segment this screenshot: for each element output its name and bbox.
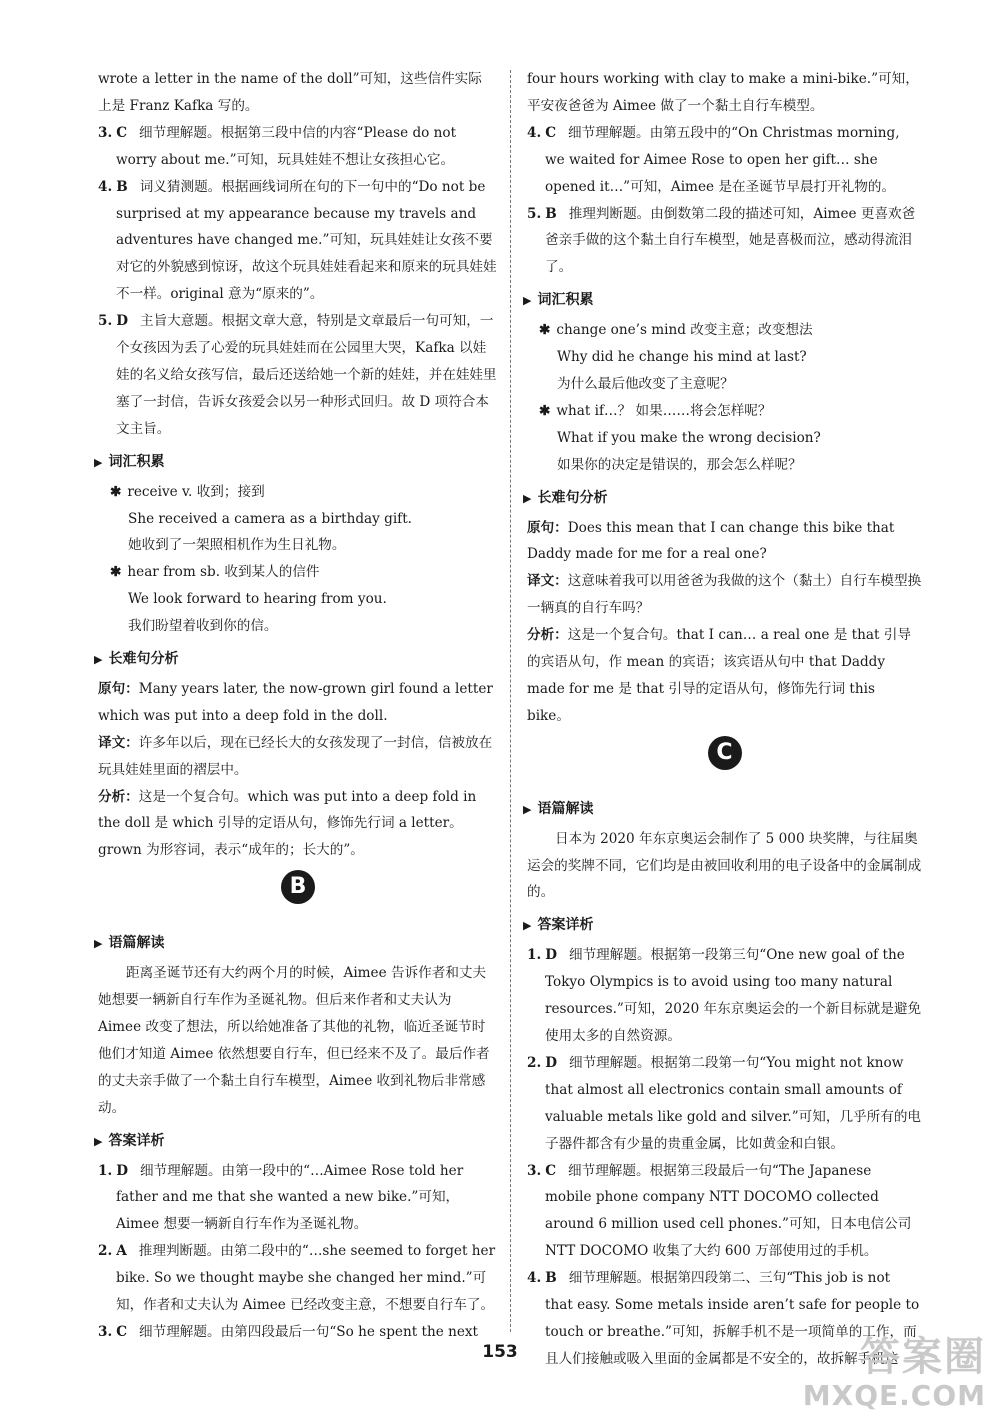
continued-text: four hours working with clay to make a mini-bike.”可知， (527, 71, 919, 87)
answer-letter: D (116, 1162, 128, 1179)
section-heading: ▶ 语篇解读 (523, 796, 922, 824)
answer-item: 5. D 主旨大意题。根据文章大意，特别是文章最后一句可知，一个女孩因为丢了心爱的玩具娃娃而在公园里大哭，Kafka 以娃娃的名义给女孩写信，最后还送给她一个新的娃娃，并在娃娃里塞了一封信，告诉女孩爱会以另一种形式回归。故 D 项符合本文主旨。 (98, 313, 497, 437)
continued-text: 上是 Franz Kafka 写的。 (98, 97, 259, 114)
answer-item: 3. C 细节理解题。由第四段最后一句“So he spent the next (98, 1323, 479, 1340)
section-heading: ▶ 答案详析 (523, 912, 922, 940)
vocab-example-en: Why did he change his mind at last? (557, 349, 807, 366)
translation: 译文：这意味着我可以用爸爸为我做的这个（黏土）自行车模型换一辆真的自行车吗？ (527, 573, 922, 617)
vocab-entry: ✱ change one’s mind 改变主意；改变想法 (539, 322, 813, 339)
answer-letter: B (116, 178, 128, 195)
answer-letter: A (116, 1243, 127, 1260)
watermark-sub: MXQE.COM (802, 1379, 986, 1412)
pencil-arrow-icon: ▶ (523, 802, 532, 816)
section-heading: ▶ 答案详析 (94, 1128, 498, 1156)
answer-letter: C (116, 124, 128, 141)
vocab-example-zh: 我们盼望着收到你的信。 (128, 618, 278, 635)
pencil-arrow-icon: ▶ (94, 937, 103, 951)
passage-badge-c: C (708, 736, 742, 770)
star-icon: ✱ (539, 322, 551, 339)
answer-letter: C (116, 1323, 128, 1340)
answer-item: 1. D 细节理解题。由第一段中的“…Aimee Rose told her father and me that she wanted a new bike.”可知，Aimee 想要一辆新自行车作为圣诞礼物。 (98, 1162, 464, 1233)
pencil-arrow-icon: ▶ (523, 294, 532, 308)
original-sentence: 原句：Many years later, the now-grown girl found a letter which was put into a deep fold in the doll. (98, 680, 493, 724)
column-divider (510, 70, 511, 1332)
answer-item: 2. D 细节理解题。根据第二段第一句“You might not know that almost all electronics contain small amounts of valuable metals like gold and silver.”可知，几乎所有的电子器件都含有少量的贵重金属，比如黄金和白银。 (527, 1054, 922, 1152)
passage-summary: 日本为 2020 年东京奥运会制作了 5 000 块奖牌，与往届奥运会的奖牌不同，它们均是由被回收利用的电子设备中的金属制成的。 (527, 830, 922, 901)
answer-letter: C (545, 1162, 557, 1179)
vocab-example-zh: 为什么最后他改变了主意呢？ (557, 375, 734, 392)
section-heading: ▶ 词汇积累 (523, 287, 922, 315)
vocab-entry: ✱ what if…？ 如果……将会怎样呢？ (539, 402, 772, 419)
section-heading: ▶ 长难句分析 (523, 485, 922, 513)
vocab-entry: ✱ hear from sb. 收到某人的信件 (110, 564, 320, 581)
pencil-arrow-icon: ▶ (94, 1134, 103, 1148)
answer-item: 2. A 推理判断题。由第二段中的“…she seemed to forget her bike. So we thought maybe she changed her mind.”可知，作者和丈夫认为 Aimee 已经改变主意，不想要自行车了。 (98, 1243, 496, 1314)
pencil-arrow-icon: ▶ (94, 455, 103, 469)
pencil-arrow-icon: ▶ (523, 919, 532, 933)
translation: 译文：许多年以后，现在已经长大的女孩发现了一封信，信被放在玩具娃娃里面的褶层中。 (98, 734, 493, 778)
section-heading: ▶ 词汇积累 (94, 449, 498, 477)
right-column (523, 66, 922, 1373)
continued-text: wrote a letter in the name of the doll”可知，这些信件实际 (98, 71, 482, 87)
vocab-example-en: What if you make the wrong decision? (557, 429, 821, 446)
continued-text: 平安夜爸爸为 Aimee 做了一个黏土自行车模型。 (527, 97, 824, 114)
answer-letter: D (545, 1054, 557, 1071)
star-icon: ✱ (539, 402, 551, 419)
section-heading: ▶ 长难句分析 (94, 646, 498, 674)
watermark (802, 1325, 990, 1420)
vocab-example-zh: 她收到了一架照相机作为生日礼物。 (128, 537, 346, 554)
answer-item: 3. C 细节理解题。根据第三段中信的内容“Please do not worry about me.”可知，玩具娃娃不想让女孩担心它。 (98, 124, 457, 168)
answer-item: 1. D 细节理解题。根据第一段第三句“One new goal of the Tokyo Olympics is to avoid using too many natural resources.”可知，2020 年东京奥运会的一个新目标就是避免使用太多的自然资源。 (527, 947, 922, 1044)
star-icon: ✱ (110, 483, 122, 500)
answer-letter: D (545, 947, 557, 964)
passage-badge-b: B (281, 870, 315, 904)
original-sentence: 原句：Does this mean that I can change this bike that Daddy made for me for a real one? (527, 519, 895, 563)
answer-letter: D (116, 313, 128, 330)
vocab-example-en: She received a camera as a birthday gift. (128, 510, 412, 527)
answer-item: 5. B 推理判断题。由倒数第二段的描述可知，Aimee 更喜欢爸爸亲手做的这个黏土自行车模型，她是喜极而泣，感动得流泪了。 (527, 205, 916, 276)
answer-item: 4. B 细节理解题。根据第四段第二、三句“This job is not that easy. Some metals inside aren’t safe for people to touch or breathe.”可知，拆解手机不是一项简单的工作，而且人们接触或吸入里面的金属都是不安全的，故拆解手机这 (527, 1270, 920, 1367)
vocab-example-en: We look forward to hearing from you. (128, 591, 387, 608)
page-number: 153 (482, 1342, 518, 1362)
pencil-arrow-icon: ▶ (94, 653, 103, 667)
passage-summary: 距离圣诞节还有大约两个月的时候，Aimee 告诉作者和丈夫她想要一辆新自行车作为圣诞礼物。但后来作者和丈夫认为 Aimee 改变了想法，所以给她准备了其他的礼物，临近圣诞节时他们才知道 Aimee 依然想要自行车，但已经来不及了。最后作者的丈夫亲手做了一个黏土自行车模型，Aimee 收到礼物后非常感动。 (98, 965, 490, 1116)
answer-letter: B (545, 205, 557, 222)
section-heading: ▶ 语篇解读 (94, 930, 498, 958)
vocab-entry: ✱ receive v. 收到；接到 (110, 483, 265, 500)
answer-item: 4. C 细节理解题。由第五段中的“On Christmas morning, we waited for Aimee Rose to open her gift… she opened it…”可知，Aimee 是在圣诞节早晨打开礼物的。 (527, 124, 900, 195)
vocab-example-zh: 如果你的决定是错误的，那会怎么样呢？ (557, 456, 802, 473)
answer-letter: C (545, 124, 557, 141)
analysis: 分析：这是一个复合句。that I can… a real one 是 that 引导的宾语从句，作 mean 的宾语；该宾语从句中 that Daddy made for me 是 that 引导的定语从句，修饰先行词 this bike。 (527, 627, 911, 724)
star-icon: ✱ (110, 564, 122, 581)
watermark-main: 答案圈 (860, 1334, 986, 1380)
answer-item: 4. B 词义猜测题。根据画线词所在句的下一句中的“Do not be surprised at my appearance because my travels and adventures have changed me.”可知，玩具娃娃让女孩不要对它的外貌感到惊讶，故这个玩具娃娃看起来和原来的玩具娃娃不一样。original 意为“原来的”。 (98, 178, 497, 303)
answer-letter: B (545, 1270, 557, 1287)
answer-item: 3. C 细节理解题。根据第三段最后一句“The Japanese mobile phone company NTT DOCOMO collected around 6 million used cell phones.”可知，日本电信公司 NTT DOCOMO 收集了大约 600 万部使用过的手机。 (527, 1162, 912, 1260)
pencil-arrow-icon: ▶ (523, 491, 532, 505)
left-column (94, 66, 498, 1346)
analysis: 分析：这是一个复合句。which was put into a deep fold in the doll 是 which 引导的定语从句，修饰先行词 a letter。grown 为形容词，表示“成年的；长大的”。 (98, 788, 477, 859)
